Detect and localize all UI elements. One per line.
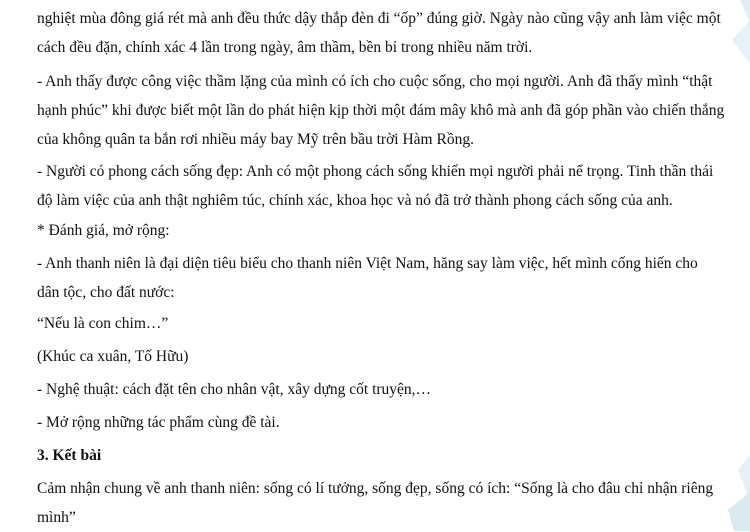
paragraph-art <box>37 375 727 404</box>
paragraph-representative <box>37 249 727 307</box>
section-heading-conclusion <box>37 441 727 470</box>
text-line: “Nếu là con chim…” <box>37 315 169 332</box>
text-line: - Anh thấy được công việc thầm lặng của mình có ích cho cuộc sống, cho mọi người. Anh đã thấy mình “thật <box>37 73 713 90</box>
paragraph-citation <box>37 342 727 371</box>
paragraph-expand <box>37 408 727 437</box>
text-line: độ làm việc của anh thật nghiêm túc, chính xác, khoa học và nó đã trở thành phong cách sống của anh. <box>37 192 673 209</box>
text-line: 3. Kết bài <box>37 447 102 464</box>
text-line: hạnh phúc” khi được biết một lần do phát hiện kịp thời một đám mây khô mà anh đã góp phần vào chiến thắng <box>37 102 725 119</box>
text-line: nghiệt mùa đông giá rét mà anh đều thức dậy thắp đèn đi “ốp” đúng giờ. Ngày nào cũng vậy anh làm việc một <box>37 10 721 27</box>
text-line: - Mở rộng những tác phẩm cùng đề tài. <box>37 414 280 431</box>
paragraph-evaluation-heading <box>37 216 727 245</box>
text-line: Cảm nhận chung về anh thanh niên: sống có lí tưởng, sống đẹp, sống có ích: “Sống là cho đâu chỉ nhận riêng <box>37 480 714 497</box>
text-line: - Nghệ thuật: cách đặt tên cho nhân vật, xây dựng cốt truyện,… <box>37 381 432 398</box>
text-line: mình” <box>37 509 76 526</box>
text-line: - Người có phong cách sống đẹp: Anh có một phong cách sống khiến mọi người phải nể trọng. Tinh thần thái <box>37 163 714 180</box>
text-line: - Anh thanh niên là đại diện tiêu biểu cho thanh niên Việt Nam, hăng say làm việc, hết mình cống hiến cho <box>37 255 698 272</box>
paragraph-quote <box>37 309 727 338</box>
paragraph-intro <box>37 4 727 62</box>
paragraph-conclusion <box>37 474 727 532</box>
text-line: dân tộc, cho đất nước: <box>37 284 175 301</box>
text-line: của không quân ta bắn rơi nhiều máy bay Mỹ trên bầu trời Hàm Rồng. <box>37 131 474 148</box>
text-line: * Đánh giá, mở rộng: <box>37 222 170 239</box>
paragraph-lifestyle <box>37 157 727 215</box>
text-line: cách đều đặn, chính xác 4 lần trong ngày, âm thầm, bền bỉ trong nhiều năm trời. <box>37 39 533 56</box>
text-line: (Khúc ca xuân, Tố Hữu) <box>37 348 189 365</box>
paragraph-useful-work <box>37 67 727 154</box>
